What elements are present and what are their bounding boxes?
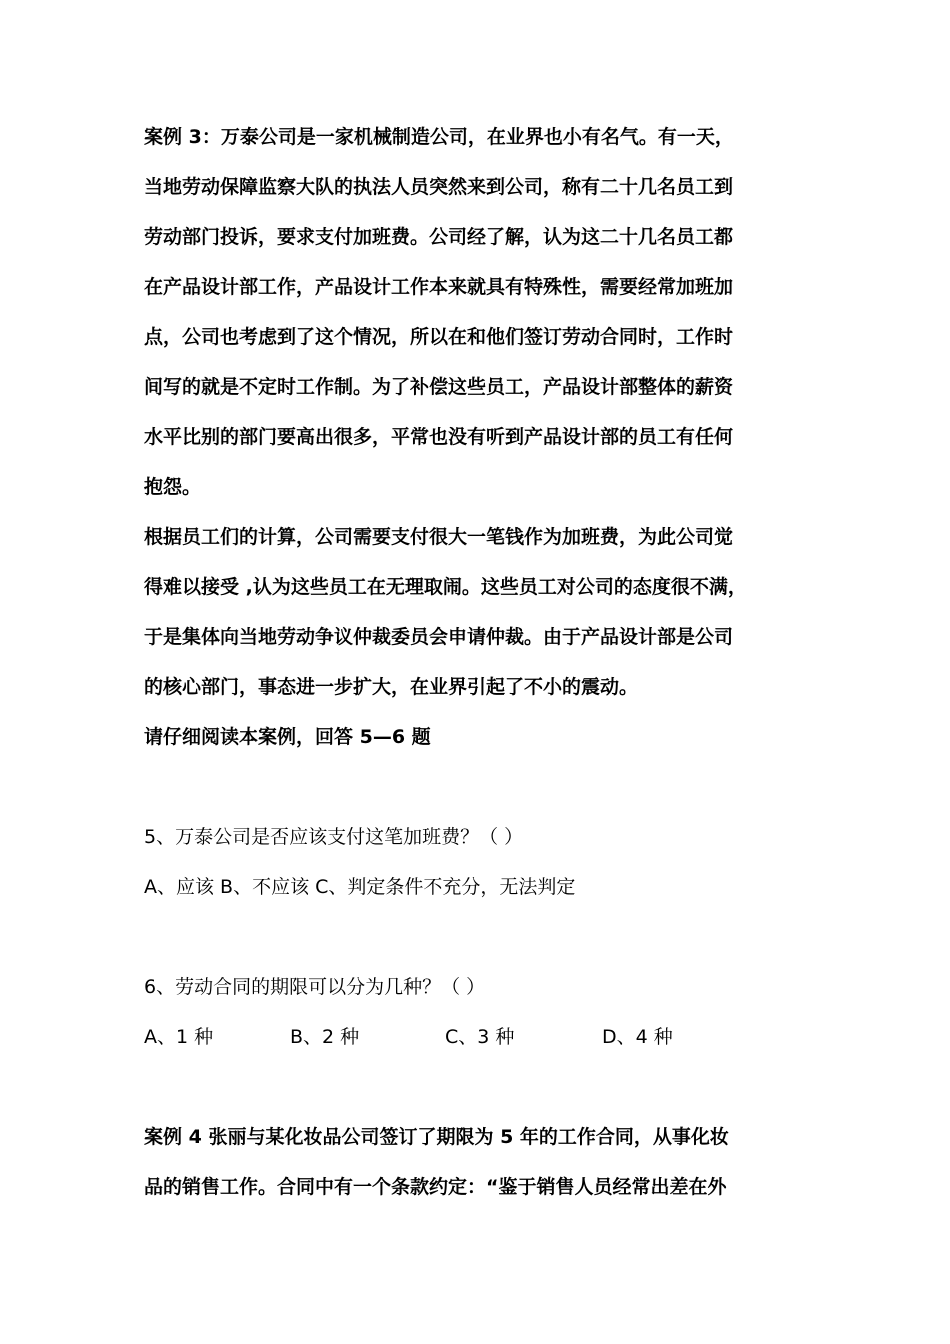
question-5: [144, 812, 810, 912]
spacer: [144, 912, 810, 962]
case-3-line: 间写的就是不定时工作制。为了补偿这些员工，产品设计部整体的薪资: [144, 376, 734, 398]
question-6-options: [144, 1012, 810, 1062]
case-3-line: 案例 3：万泰公司是一家机械制造公司，在业界也小有名气。有一天，: [144, 126, 734, 148]
case-3-line: 得难以接受 ,认为这些员工在无理取闹。这些员工对公司的态度很不满，: [144, 576, 747, 598]
case-4-line: 品的销售工作。合同中有一个条款约定：“鉴于销售人员经常出差在外: [144, 1176, 727, 1198]
case-3-line: 当地劳动保障监察大队的执法人员突然来到公司，称有二十几名员工到: [144, 176, 734, 198]
option-b: B、2 种: [290, 1026, 360, 1048]
option-d: D、4 种: [602, 1026, 673, 1048]
case-3-line: 根据员工们的计算，公司需要支付很大一笔钱作为加班费，为此公司觉: [144, 526, 734, 548]
case-3-instruction: 请仔细阅读本案例，回答 5—6 题: [144, 726, 431, 748]
case-3-line: 点，公司也考虑到了这个情况，所以在和他们签订劳动合同时，工作时: [144, 326, 734, 348]
spacer: [144, 1062, 810, 1112]
case-3-line: 于是集体向当地劳动争议仲裁委员会申请仲裁。由于产品设计部是公司: [144, 626, 734, 648]
question-5-text: 5、万泰公司是否应该支付这笔加班费？（ ）: [144, 826, 524, 848]
case-3-line: 水平比别的部门要高出很多，平常也没有听到产品设计部的员工有任何: [144, 426, 734, 448]
case-4-line: 案例 4 张丽与某化妆品公司签订了期限为 5 年的工作合同，从事化妆: [144, 1126, 729, 1148]
case-3-line: 在产品设计部工作，产品设计工作本来就具有特殊性，需要经常加班加: [144, 276, 734, 298]
case-4-block: [144, 1112, 810, 1212]
spacer: [144, 762, 810, 812]
option-c: C、3 种: [445, 1026, 515, 1048]
question-6: [144, 962, 810, 1062]
question-5-options: A、应该 B、不应该 C、判定条件不充分，无法判定: [144, 876, 576, 898]
case-3-line: 的核心部门，事态进一步扩大，在业界引起了不小的震动。: [144, 676, 639, 698]
case-3-block: [144, 112, 810, 762]
option-a: A、1 种: [144, 1026, 214, 1048]
case-3-line: 劳动部门投诉，要求支付加班费。公司经了解，认为这二十几名员工都: [144, 226, 734, 248]
question-6-text: 6、劳动合同的期限可以分为几种？（ ）: [144, 976, 486, 998]
document-page: [144, 112, 810, 1212]
case-3-line: 抱怨。: [144, 476, 202, 498]
